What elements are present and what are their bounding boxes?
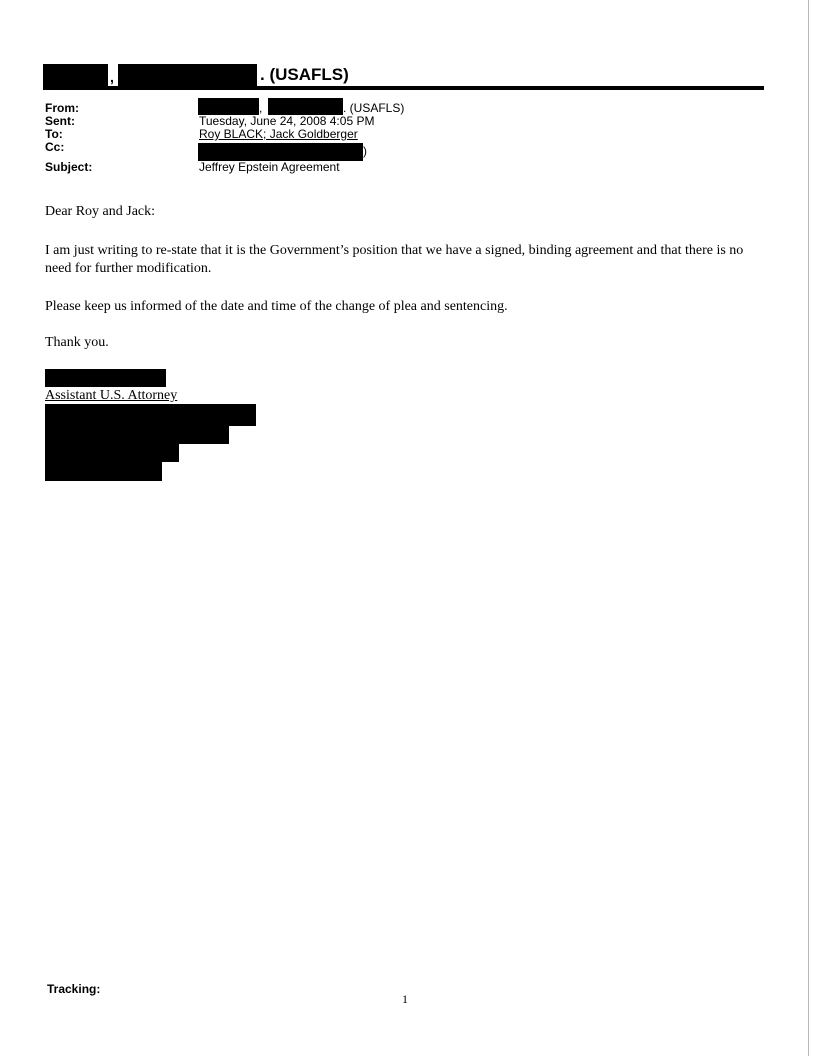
tracking-label: Tracking: — [47, 982, 101, 996]
subject-value: Jeffrey Epstein Agreement — [199, 160, 340, 174]
body-paragraph: Please keep us informed of the date and time of the change of plea and sentencing. — [45, 299, 508, 314]
to-label: To: — [45, 127, 63, 141]
greeting: Dear Roy and Jack: — [45, 204, 156, 219]
header-divider — [43, 86, 764, 90]
from-suffix: . (USAFLS) — [343, 101, 405, 115]
from-label: From: — [45, 101, 79, 115]
from-separator: , — [259, 101, 263, 115]
page-number: 1 — [402, 992, 408, 1006]
page-edge-line — [808, 0, 809, 1056]
body-paragraph: I am just writing to re-state that it is the Government’s position that we have a signed, binding agreement and that there is no need for further modification. — [45, 243, 744, 276]
sent-label: Sent: — [45, 114, 75, 128]
redaction-block — [45, 404, 256, 426]
redaction-block — [268, 98, 343, 115]
redaction-block — [45, 369, 166, 387]
redaction-block — [43, 64, 108, 86]
signature-title: Assistant U.S. Attorney — [45, 388, 178, 403]
redaction-block — [45, 460, 162, 481]
closing: Thank you. — [45, 335, 109, 350]
redaction-block — [118, 64, 257, 86]
redaction-block — [198, 143, 363, 161]
redaction-block — [45, 442, 179, 462]
to-value[interactable]: Roy BLACK; Jack Goldberger — [199, 127, 358, 141]
sender-header-bar — [43, 64, 764, 86]
sent-value: Tuesday, June 24, 2008 4:05 PM — [199, 114, 375, 128]
redaction-block — [45, 424, 229, 444]
sender-separator: , — [110, 69, 114, 85]
redaction-block — [198, 98, 259, 115]
cc-suffix: ) — [363, 144, 367, 158]
subject-label: Subject: — [45, 160, 93, 174]
cc-label: Cc: — [45, 140, 65, 154]
sender-name-suffix: . (USAFLS) — [260, 65, 349, 84]
